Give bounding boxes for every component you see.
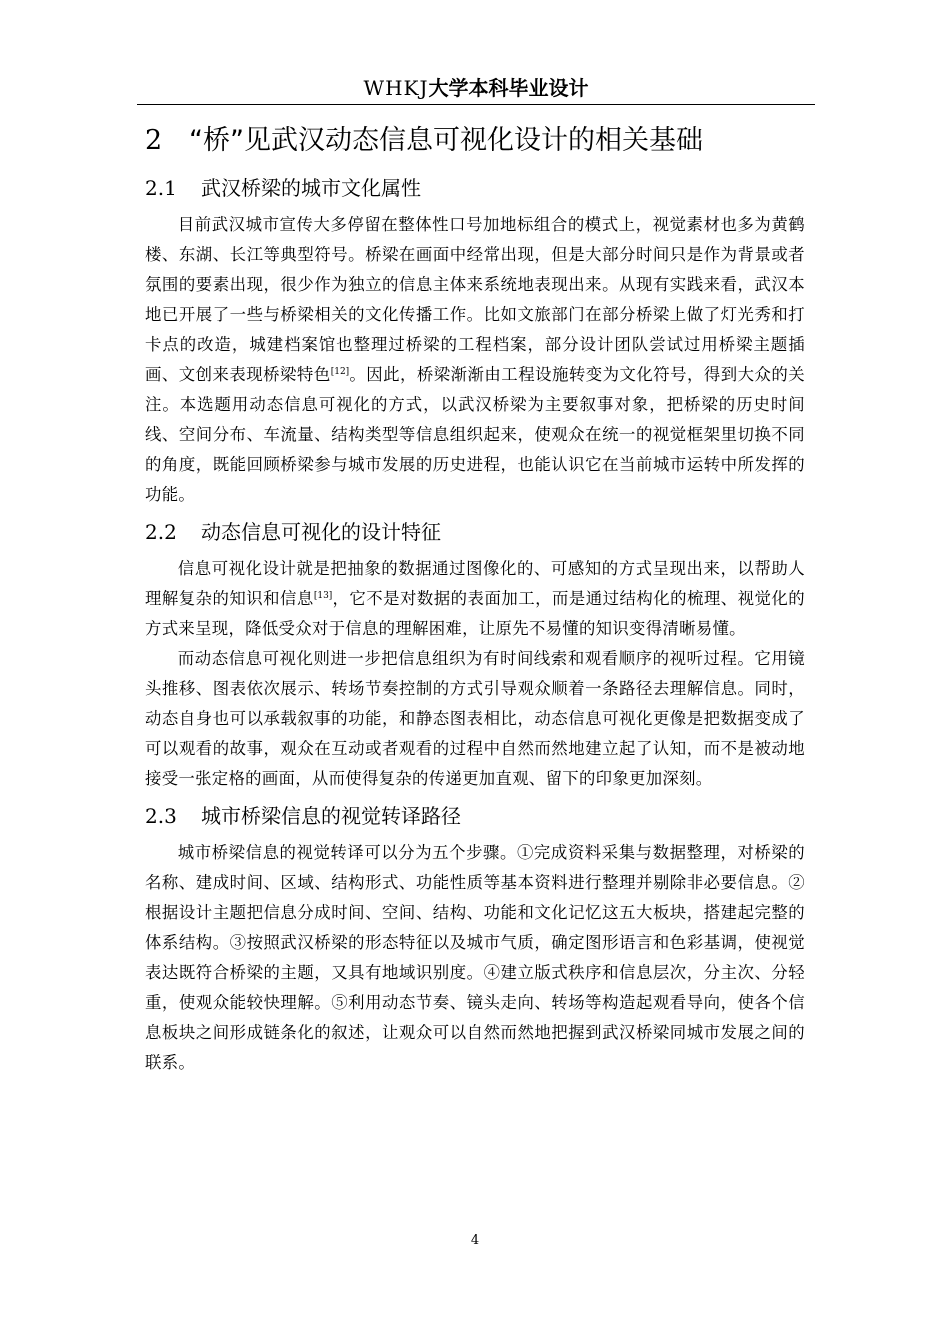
paragraph-text: 目前武汉城市宣传大多停留在整体性口号加地标组合的模式上，视觉素材也多为黄鹤楼、东湖、长江等典型符号。桥梁在画面中经常出现，但是大部分时间只是作为背景或者氛围的要素出现，很少作为独立的信息主体来系统地表现出来。从现有实践来看，武汉本地已开展了一些与桥梁相关的文化传播工作。比如文旅部门在部分桥梁上做了灯光秀和打卡点的改造，城建档案馆也整理过桥梁的工程档案，部分设计团队尝试过用桥梁主题插画、文创来表现桥梁特色 [145, 215, 805, 384]
section-number: 2.2 [145, 520, 177, 544]
section-title: 城市桥梁信息的视觉转译路径 [201, 804, 461, 828]
section-title: 武汉桥梁的城市文化属性 [201, 176, 421, 200]
header-latin: WHKJ [363, 76, 429, 100]
header-rule [137, 104, 815, 105]
paragraph-text: 城市桥梁信息的视觉转译可以分为五个步骤。①完成资料采集与数据整理，对桥梁的名称、建成时间、区域、结构形式、功能性质等基本资料进行整理并剔除非必要信息。②根据设计主题把信息分成时间、空间、结构、功能和文化记忆这五大板块，搭建起完整的体系结构。③按照武汉桥梁的形态特征以及城市气质，确定图形语言和色彩基调，使视觉表达既符合桥梁的主题，又具有地域识别度。④建立版式秩序和信息层次，分主次、分轻重，使观众能较快理解。⑤利用动态节奏、镜头走向、转场等构造起观看导向，使各个信息板块之间形成链条化的叙述，让观众可以自然而然地把握到武汉桥梁同城市发展之间的联系。 [145, 843, 805, 1072]
running-header [137, 75, 815, 102]
body-paragraph [145, 838, 805, 1078]
chapter-title: “桥”见武汉动态信息可视化设计的相关基础 [189, 125, 703, 156]
paragraph-text: 而动态信息可视化则进一步把信息组织为有时间线索和观看顺序的视听过程。它用镜头推移、图表依次展示、转场节奏控制的方式引导观众顺着一条路径去理解信息。同时，动态自身也可以承载叙事的功能，和静态图表相比，动态信息可视化更像是把数据变成了可以观看的故事，观众在互动或者观看的过程中自然而然地建立起了认知，而不是被动地接受一张定格的画面，从而使得复杂的传递更加直观、留下的印象更加深刻。 [145, 649, 805, 788]
page-content [145, 116, 805, 1078]
paragraph-text: 。因此，桥梁渐渐由工程设施转变为文化符号，得到大众的关注。本选题用动态信息可视化的方式，以武汉桥梁为主要叙事对象，把桥梁的历史时间线、空间分布、车流量、结构类型等信息组织起来，使观众在统一的视觉框架里切换不同的角度，既能回顾桥梁参与城市发展的历史进程，也能认识它在当前城市运转中所发挥的功能。 [145, 365, 805, 504]
citation-marker: [12] [330, 367, 350, 377]
section-title: 动态信息可视化的设计特征 [201, 520, 441, 544]
section-heading [145, 166, 805, 210]
section-heading [145, 794, 805, 838]
section-number: 2.3 [145, 804, 177, 828]
body-paragraph [145, 644, 805, 794]
header-title: 大学本科毕业设计 [428, 76, 589, 100]
section-heading [145, 510, 805, 554]
chapter-number: 2 [145, 125, 163, 156]
paragraph-text: 信息可视化设计就是把抽象的数据通过图像化的、可感知的方式呈现出来，以帮助人理解复杂的知识和信息 [145, 559, 805, 608]
section-number: 2.1 [145, 176, 177, 200]
citation-marker: [13] [313, 591, 333, 601]
paragraph-text: ，它不是对数据的表面加工，而是通过结构化的梳理、视觉化的方式来呈现，降低受众对于信息的理解困难，让原先不易懂的知识变得清晰易懂。 [145, 589, 806, 638]
chapter-heading [145, 116, 805, 166]
body-paragraph [145, 554, 805, 644]
page-number: 4 [470, 1233, 480, 1248]
body-paragraph [145, 210, 805, 510]
